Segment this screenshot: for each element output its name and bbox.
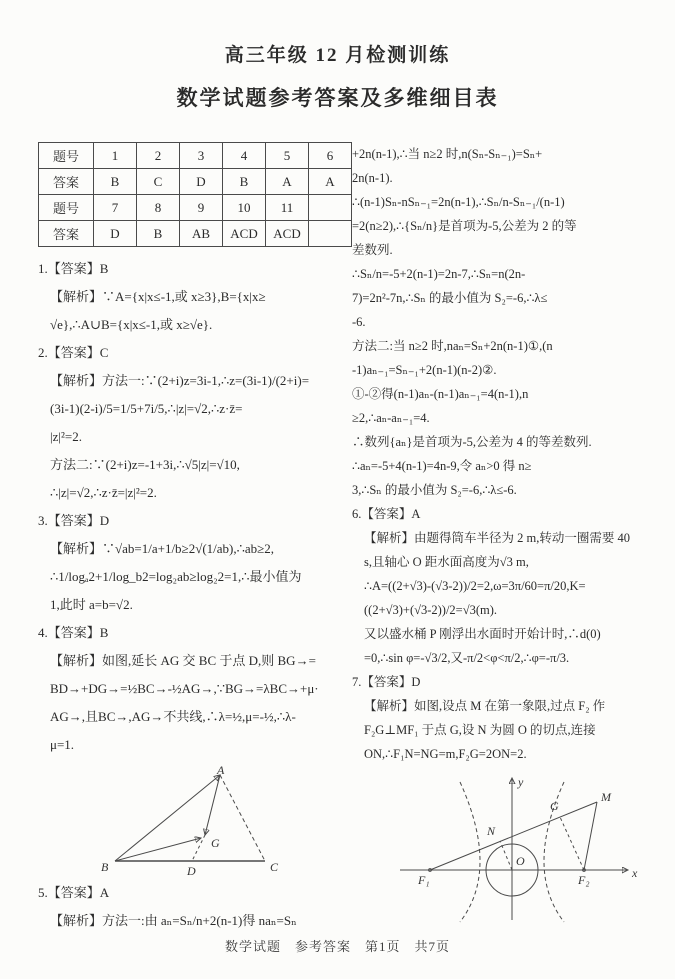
text-line: 【解析】由题得筒车半径为 2 m,转动一圈需要 40 bbox=[364, 531, 630, 545]
answer-cell: 答案 bbox=[39, 221, 94, 247]
label-F2: F₂ bbox=[578, 873, 590, 887]
hyperbola-figure bbox=[392, 770, 642, 925]
label-N: N bbox=[487, 824, 496, 838]
text-line: (3i-1)(2-i)/5=1/5+7i/5,∴|z|=√2,∴z·z̄= bbox=[50, 401, 243, 416]
label-D: D bbox=[187, 864, 196, 877]
label-A: A bbox=[217, 765, 225, 777]
vector-BG bbox=[115, 838, 201, 861]
text-line: 【解析】如图,延长 AG 交 BC 于点 D,则 BG→= bbox=[50, 653, 316, 668]
answer-cell bbox=[309, 195, 352, 221]
label-y: y bbox=[518, 775, 524, 789]
text-line: ≥2,∴aₙ-aₙ₋₁=4. bbox=[352, 411, 430, 425]
line-F1M bbox=[430, 802, 597, 870]
label-x: x bbox=[632, 866, 638, 880]
answer-cell: B bbox=[94, 169, 137, 195]
answer-cell: 答案 bbox=[39, 169, 94, 195]
text-line: AG→,且BC→,AG→不共线,∴λ=½,μ=-½,∴λ- bbox=[50, 709, 296, 724]
text-line: √e},∴A∪B={x|x≤-1,或 x≥√e}. bbox=[50, 317, 213, 332]
text-line: 7)=2n²-7n,∴Sₙ 的最小值为 S₂=-6,∴λ≤ bbox=[352, 291, 548, 305]
hyperbola-left-branch bbox=[460, 782, 480, 922]
text-line: 3.【答案】D bbox=[38, 513, 110, 528]
answer-cell: 8 bbox=[137, 195, 180, 221]
label-F1: F₁ bbox=[418, 873, 430, 887]
text-line: 又以盛水桶 P 刚浮出水面时开始计时,∴d(0) bbox=[364, 627, 601, 641]
vector-AG bbox=[205, 775, 220, 835]
segment-ON bbox=[500, 841, 512, 870]
answer-cell: 10 bbox=[223, 195, 266, 221]
label-G: G bbox=[550, 799, 559, 813]
answer-cell bbox=[309, 221, 352, 247]
text-line: +2n(n-1),∴当 n≥2 时,n(Sₙ-Sₙ₋₁)=Sₙ+ bbox=[352, 147, 543, 161]
text-line: =0,∴sin φ=-√3/2,又-π/2<φ<π/2,∴φ=-π/3. bbox=[364, 651, 570, 665]
text-line: 差数列. bbox=[352, 243, 393, 257]
text-line: 【解析】∵A={x|x≤-1,或 x≥3},B={x|x≥ bbox=[50, 289, 266, 304]
label-G: G bbox=[211, 836, 220, 850]
text-line: μ=1. bbox=[50, 737, 75, 752]
text-line: ∴数列{aₙ}是首项为-5,公差为 4 的等差数列. bbox=[352, 435, 592, 449]
left-column bbox=[38, 255, 352, 935]
table-row bbox=[39, 221, 352, 247]
label-C: C bbox=[270, 860, 279, 874]
text-line: 2.【答案】C bbox=[38, 345, 109, 360]
right-column bbox=[352, 142, 668, 925]
label-B: B bbox=[101, 860, 109, 874]
triangle-side-BA bbox=[115, 775, 220, 861]
answer-cell: D bbox=[180, 169, 223, 195]
text-line: 【解析】如图,设点 M 在第一象限,过点 F₂ 作 bbox=[364, 699, 606, 713]
text-line: ((2+√3)+(√3-2))/2=√3(m). bbox=[364, 603, 498, 617]
answer-cell: 7 bbox=[94, 195, 137, 221]
answer-cell: 5 bbox=[266, 143, 309, 169]
answer-cell: B bbox=[137, 221, 180, 247]
doc-title-line1: 高三年级 12 月检测训练 bbox=[224, 45, 451, 66]
text-line: BD→+DG→=½BC→-½AG→,∵BG→=λBC→+μ· bbox=[50, 681, 319, 696]
text-line: |z|²=2. bbox=[50, 429, 82, 444]
segment-F2G bbox=[560, 817, 584, 870]
text-line: 1.【答案】B bbox=[38, 261, 109, 276]
answer-cell: ACD bbox=[266, 221, 309, 247]
triangle-side-AC bbox=[220, 775, 265, 861]
answer-cell: A bbox=[266, 169, 309, 195]
answer-cell: 2 bbox=[137, 143, 180, 169]
segment-F2M bbox=[584, 802, 597, 870]
text-line: 2n(n-1). bbox=[352, 171, 393, 185]
answer-cell: D bbox=[94, 221, 137, 247]
answer-cell: ACD bbox=[223, 221, 266, 247]
label-M: M bbox=[601, 790, 611, 804]
answer-cell: 题号 bbox=[39, 143, 94, 169]
label-O: O bbox=[516, 854, 525, 868]
text-line: -1)aₙ₋₁=Sₙ₋₁+2(n-1)(n-2)②. bbox=[352, 363, 497, 377]
text-line: 7.【答案】D bbox=[352, 675, 421, 689]
text-line: ∴A=((2+√3)-(√3-2))/2=2,ω=3π/60=π/20,K= bbox=[364, 579, 586, 593]
text-line: 【解析】∵√ab=1/a+1/b≥2√(1/ab),∴ab≥2, bbox=[50, 541, 275, 556]
text-line: ∴|z|=√2,∴z·z̄=|z|²=2. bbox=[50, 485, 157, 500]
text-line: F₂G⊥MF₁ 于点 G,设 N 为圆 O 的切点,连接 bbox=[364, 723, 596, 737]
answer-cell: 1 bbox=[94, 143, 137, 169]
table-row bbox=[39, 143, 352, 169]
text-line: ∴(n-1)Sₙ-nSₙ₋₁=2n(n-1),∴Sₙ/n-Sₙ₋₁/(n-1) bbox=[352, 195, 565, 209]
text-line: 【解析】方法一:由 aₙ=Sₙ/n+2(n-1)得 naₙ=Sₙ bbox=[50, 913, 297, 928]
answer-cell: A bbox=[309, 169, 352, 195]
triangle-figure bbox=[93, 765, 303, 877]
answer-cell: 题号 bbox=[39, 195, 94, 221]
text-line: 3,∴Sₙ 的最小值为 S₂=-6,∴λ≤-6. bbox=[352, 483, 517, 497]
answer-cell: 6 bbox=[309, 143, 352, 169]
page-footer: 数学试题 参考答案 第1页 共7页 bbox=[224, 939, 450, 954]
answer-cell: 4 bbox=[223, 143, 266, 169]
text-line: 1,此时 a=b=√2. bbox=[50, 597, 133, 612]
text-line: ①-②得(n-1)aₙ-(n-1)aₙ₋₁=4(n-1),n bbox=[352, 387, 529, 401]
text-line: 方法二:∵(2+i)z=-1+3i,∴√5|z|=√10, bbox=[50, 457, 240, 472]
answer-cell: 9 bbox=[180, 195, 223, 221]
answer-cell: 3 bbox=[180, 143, 223, 169]
text-line: ON,∴F₁N=NG=m,F₂G=2ON=2. bbox=[364, 747, 527, 761]
doc-title-line2: 数学试题参考答案及多维细目表 bbox=[176, 86, 499, 110]
answer-cell: C bbox=[137, 169, 180, 195]
text-line: =2(n≥2),∴{Sₙ/n}是首项为-5,公差为 2 的等 bbox=[352, 219, 577, 233]
answer-cell: B bbox=[223, 169, 266, 195]
text-line: 4.【答案】B bbox=[38, 625, 109, 640]
text-line: ∴Sₙ/n=-5+2(n-1)=2n-7,∴Sₙ=n(2n- bbox=[352, 267, 526, 281]
text-line: 5.【答案】A bbox=[38, 885, 110, 900]
text-line: ∴1/logₐ2+1/log_b2=log₂ab≥log₂2=1,∴最小值为 bbox=[50, 569, 302, 584]
answer-cell: AB bbox=[180, 221, 223, 247]
text-line: 方法二:当 n≥2 时,naₙ=Sₙ+2n(n-1)①,(n bbox=[352, 339, 553, 353]
table-row bbox=[39, 195, 352, 221]
answer-key-table bbox=[38, 142, 352, 247]
answer-cell: 11 bbox=[266, 195, 309, 221]
text-line: s,且轴心 O 距水面高度为√3 m, bbox=[364, 555, 529, 569]
text-line: 6.【答案】A bbox=[352, 507, 421, 521]
text-line: ∴aₙ=-5+4(n-1)=4n-9,令 aₙ>0 得 n≥ bbox=[352, 459, 532, 473]
text-line: -6. bbox=[352, 315, 366, 329]
text-line: 【解析】方法一:∵(2+i)z=3i-1,∴z=(3i-1)/(2+i)= bbox=[50, 373, 310, 388]
table-row bbox=[39, 169, 352, 195]
